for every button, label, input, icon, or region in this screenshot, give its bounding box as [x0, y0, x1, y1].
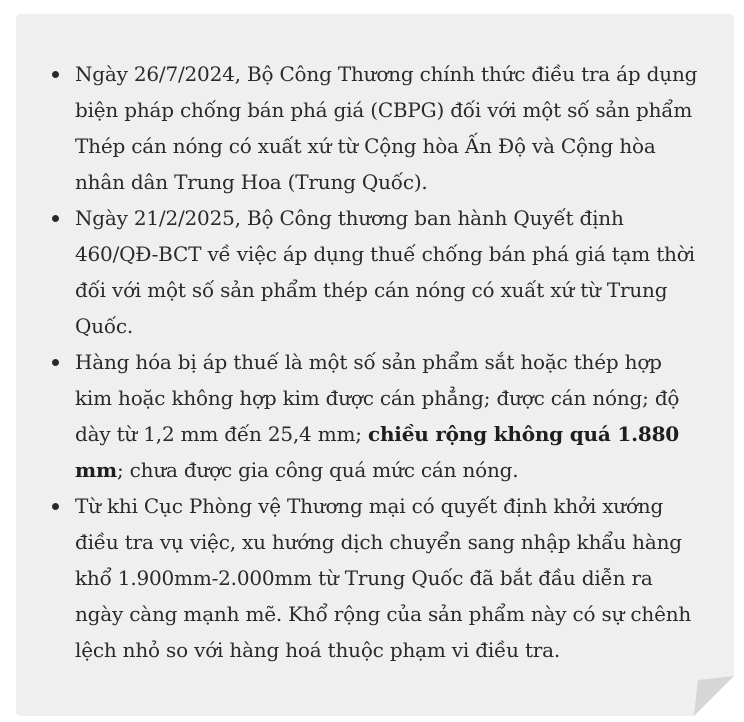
page-curl-icon — [694, 676, 734, 716]
bullet-dot-icon — [52, 359, 59, 366]
list-item-text: Từ khi Cục Phòng vệ Thương mại có quyết định khởi xướng điều tra vụ việc, xu hướng dịch chuyển sang nhập khẩu hàng khổ 1.900mm-2.000mm từ Trung Quốc đã bắt đầu diễn ra ngày càng mạnh mẽ. Khổ rộng của sản phẩm này có sự chênh lệch nhỏ so với hàng hoá thuộc phạm vi điều tra. — [75, 494, 692, 662]
bullet-dot-icon — [52, 71, 59, 78]
list-item — [16, 56, 716, 200]
list-item-text: Ngày 21/2/2025, Bộ Công thương ban hành Quyết định 460/QĐ-BCT về việc áp dụng thuế chống bán phá giá tạm thời đối với một số sản phẩm thép cán nóng có xuất xứ từ Trung Quốc. — [75, 206, 695, 338]
bullet-dot-icon — [52, 503, 59, 510]
bullet-list — [16, 56, 716, 668]
list-item — [16, 488, 716, 668]
list-item — [16, 200, 716, 344]
info-note-box — [16, 14, 734, 716]
list-item-text-after: ; chưa được gia công quá mức cán nóng. — [116, 458, 519, 482]
list-item-text: Hàng hóa bị áp thuế là một số sản phẩm sắt hoặc thép hợp kim hoặc không hợp kim được cán phẳng; được cán nóng; độ dày từ 1,2 mm đến 25,4 mm; — [75, 350, 680, 446]
bullet-dot-icon — [52, 215, 59, 222]
list-item-text: Ngày 26/7/2024, Bộ Công Thương chính thức điều tra áp dụng biện pháp chống bán phá giá (CBPG) đối với một số sản phẩm Thép cán nóng có xuất xứ từ Cộng hòa Ấn Độ và Cộng hòa nhân dân Trung Hoa (Trung Quốc). — [75, 62, 698, 194]
list-item-bold-text: chiều rộng không quá 1.880 mm — [75, 422, 679, 482]
list-item — [16, 344, 716, 488]
